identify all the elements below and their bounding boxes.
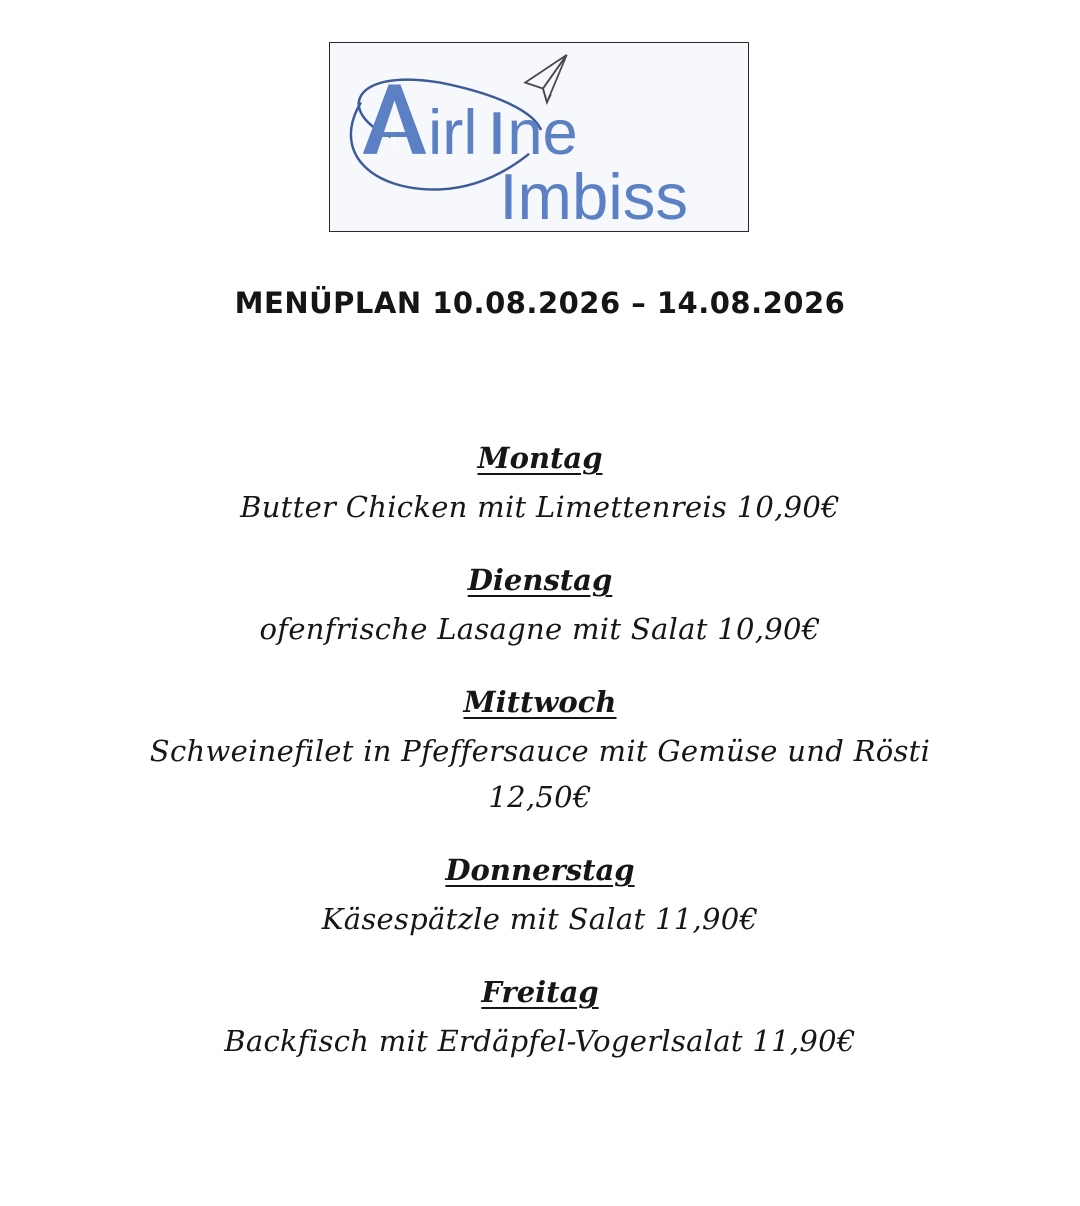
airline-imbiss-logo [329,42,749,232]
day-tuesday [0,560,1080,652]
day-name: Donnerstag [445,853,635,887]
dish: Butter Chicken mit Limettenreis 10,90€ [240,490,840,524]
logo-text-imbiss: Imbiss [499,160,689,231]
day-thursday [0,850,1080,942]
day-name: Mittwoch [463,685,617,719]
logo-text-ne: ne [507,97,578,168]
logo-text-irline: irl [428,97,478,168]
day-monday [0,438,1080,530]
weekly-menu [0,438,1080,1094]
day-name: Freitag [481,975,599,1009]
dish: Backfisch mit Erdäpfel-Vogerlsalat 11,90€ [224,1024,856,1058]
day-wednesday [0,682,1080,820]
day-name: Montag [477,441,603,475]
dish: ofenfrische Lasagne mit Salat 10,90€ [259,612,821,646]
day-name: Dienstag [467,563,613,597]
dish: Schweinefilet in Pfeffersauce mit Gemüse und Rösti 12,50€ [149,734,931,814]
day-friday [0,972,1080,1064]
logo-graphic [330,43,748,231]
menu-title: MENÜPLAN 10.08.2026 – 14.08.2026 [234,286,846,320]
paper-plane-icon [525,55,567,102]
dish: Käsespätzle mit Salat 11,90€ [321,902,759,936]
